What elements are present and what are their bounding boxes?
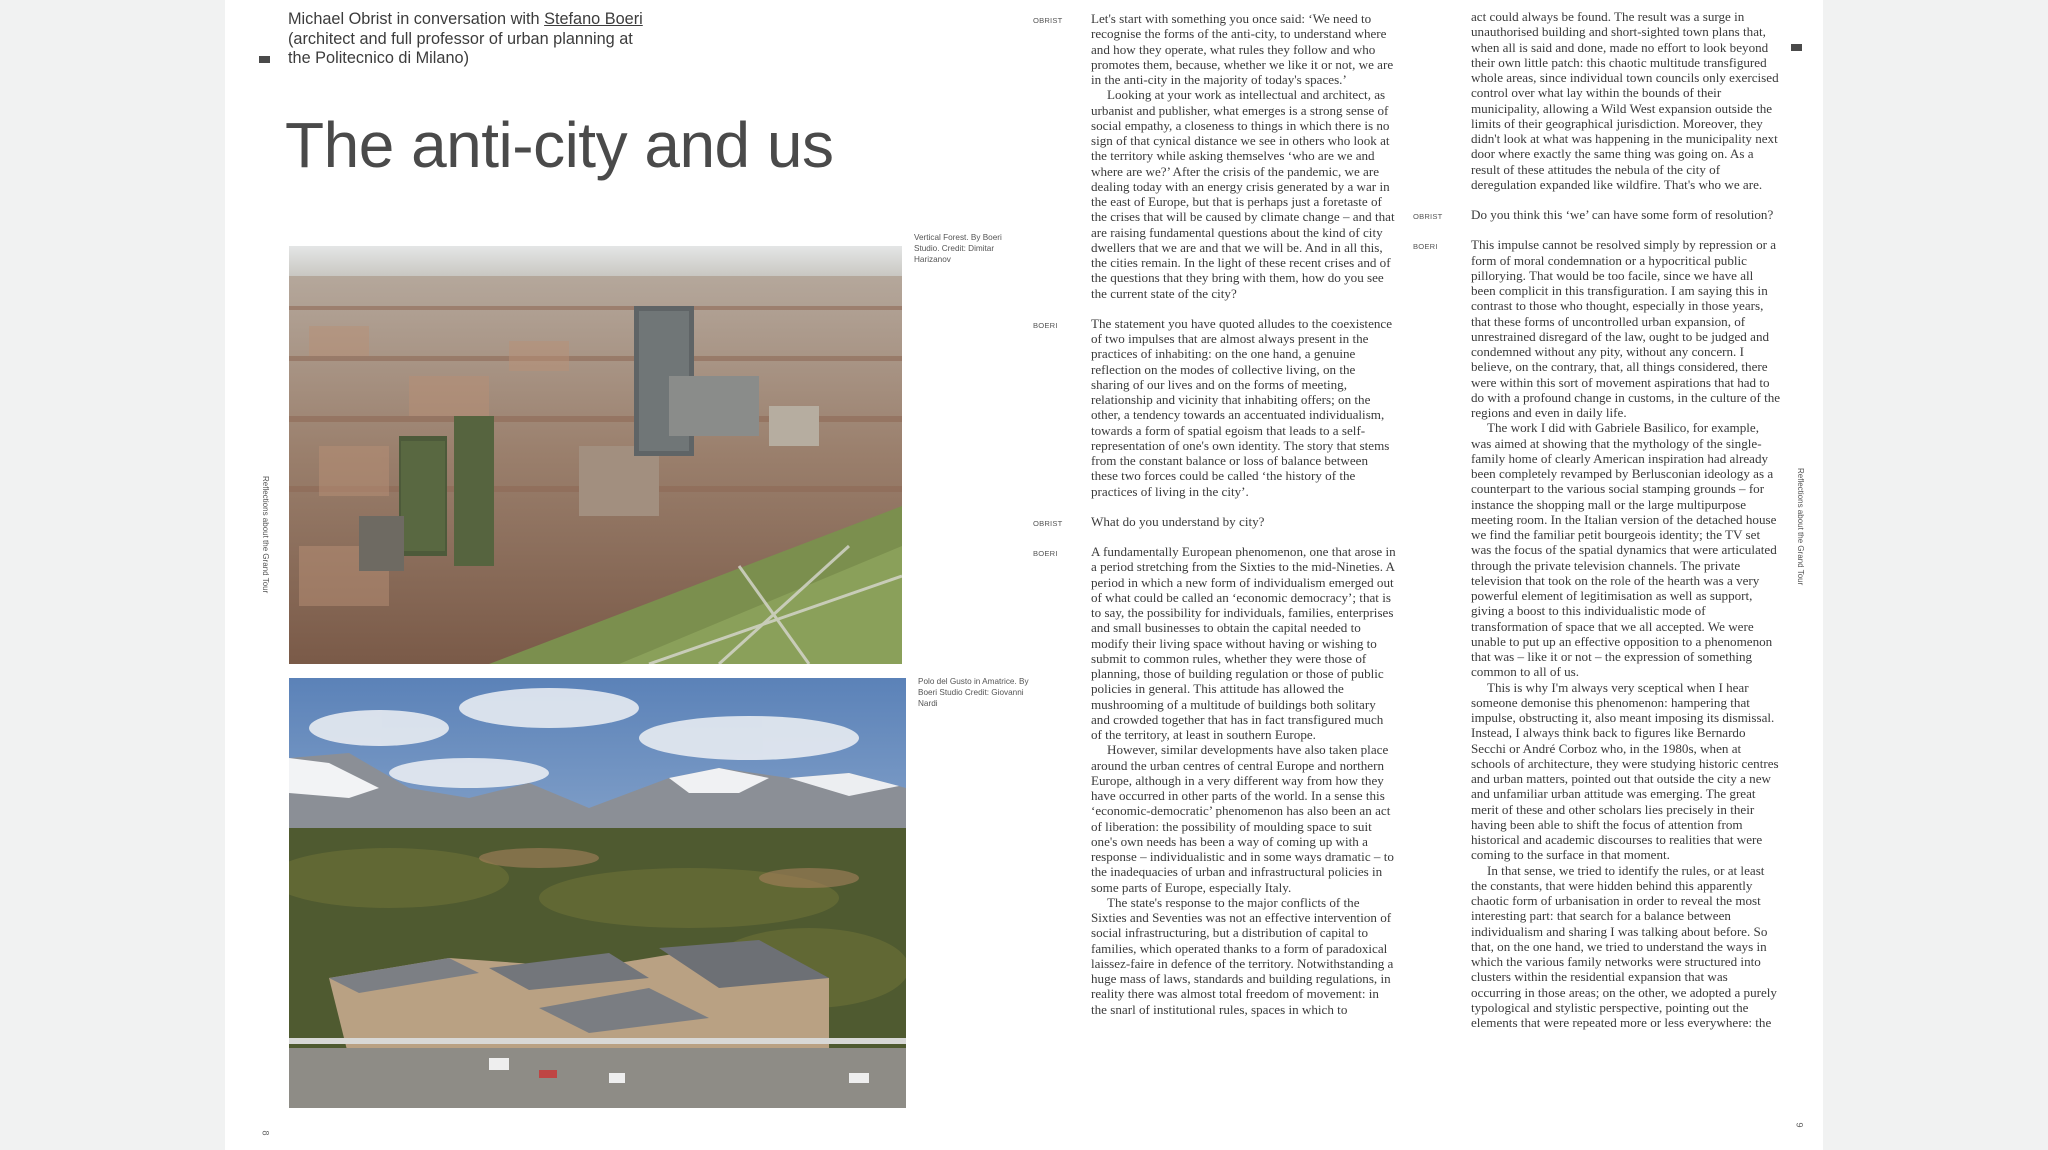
section-marker <box>259 56 270 63</box>
speaker-label: BOERI <box>1413 242 1438 252</box>
interview-block <box>1033 544 1396 1017</box>
interview-block <box>1033 513 1396 529</box>
speaker-label: BOERI <box>1033 549 1058 558</box>
text-column-2 <box>1413 9 1781 1030</box>
vertical-forest-photo <box>289 246 902 664</box>
text-column-1 <box>1033 11 1396 1017</box>
interview-block <box>1471 9 1781 192</box>
polo-del-gusto-photo <box>289 678 906 1108</box>
paragraph: However, similar developments have also taken place around the urban centres of central Europe and northern Europe, although in a very different way from how they have occurred in other parts of the world. In a sense this ‘economic-democratic’ phenomenon has also been an act of liberation: the possibility of moulding space to suit one's own needs has been a way of coming up with a response – individualistic and in some ways dramatic – to the inadequacies of urban and infrastructural policies in some parts of Europe, especially Italy. <box>1091 742 1394 895</box>
polo-del-gusto-image <box>289 678 906 1108</box>
byline-name: Stefano Boeri <box>544 10 643 28</box>
paragraph: Looking at your work as intellectual and architect, as urbanist and publisher, what emerges is a strong sense of social empathy, a closeness to things in which there is no sign of that cynical distance we see in others who look at the territory while asking themselves ‘who are we and where are we?’ After the crisis of the pandemic, we are dealing today with an energy crisis generated by a war in the east of Europe, but that is perhaps just a foretaste of the crises that will be caused by climate change – and that are raising fundamental questions about the kind of city dwellers that we are and that we will be. And in all this, the cities remain. In the light of these recent crises and of the questions that they bring with them, how do you see the current state of the city? <box>1091 87 1395 301</box>
byline-prefix: Michael Obrist in conversation with <box>288 10 545 28</box>
paragraph: A fundamentally European phenomenon, one that arose in a period stretching from the Sixties to the mid-Nineties. A period in which a new form of individualism emerged out of what could be called an ‘economic democracy’; that is to say, the possibility for individuals, families, enterprises and small businesses to obtain the capital needed to modify their living space without having or wishing to submit to common rules, whether they were those of planning, those of building regulation or those of public policies in general. This attitude has allowed the mushrooming of a multitude of buildings both solitary and crowded together that has in fact transfigured much of the territory, at least in southern Europe. <box>1091 544 1396 742</box>
block-spacer <box>1471 192 1781 207</box>
block-spacer <box>1091 529 1396 544</box>
byline-line3: the Politecnico di Milano) <box>288 49 469 68</box>
paragraph: In that sense, we tried to identify the rules, or at least the constants, that were hidden behind this apparently chaotic form of urbanisation in order to reveal the most interesting part: that search for a balance between individualism and sharing I was talking about before. So that, on the one hand, we tried to understand the ways in which the various family networks were structured into clusters within the residential expansion that was occurring in those areas; on the other, we adopted a purely typological and stylistic perspective, pointing out the elements that were repeated more or less everywhere: the <box>1471 862 1777 1030</box>
block-spacer <box>1471 222 1781 237</box>
speaker-label: OBRIST <box>1033 16 1063 25</box>
interview-block <box>1033 315 1396 499</box>
page-number: 9 <box>1794 1122 1805 1128</box>
speaker-label: OBRIST <box>1413 212 1443 221</box>
byline-line2: (architect and full professor of urban planning at <box>288 29 633 48</box>
byline <box>288 10 648 69</box>
running-head: Reflections about the Grand Tour <box>1796 468 1805 586</box>
paragraph: The work I did with Gabriele Basilico, for example, was aimed at showing that the mythology of the single-family home of clearly American inspiration had already been completely revamped by Berlusconian ideology as a counterpart to the various social stamping grounds – for instance the shopping mall or the large multipurpose meeting room. In the Italian version of the detached house we find the familiar petit bourgeois identity; the TV set was the focus of the spatial dynamics that were articulated through the private television channels. The private television that took on the role of the hearth was a very powerful element of legitimisation as well as support, giving a boost to this individualistic mode of transformation of space that we all accepted. We were unable to put up an effective opposition to a phenomenon that was – like it or not – the expression of something common to all of us. <box>1471 420 1777 680</box>
vertical-forest-image <box>289 246 902 664</box>
interview-block <box>1413 207 1781 222</box>
paragraph: Do you think this ‘we’ can have some form of resolution? <box>1471 207 1774 222</box>
photo-caption: Vertical Forest. By Boeri Studio. Credit: Dimitar Harizanov <box>914 233 1002 264</box>
block-spacer <box>1091 499 1396 514</box>
interview-block <box>1033 11 1396 301</box>
block-spacer <box>1091 301 1396 316</box>
paragraph: This impulse cannot be resolved simply by repression or a form of moral condemnation or a hypocritical public pillorying. That would be too facile, since we have all been complicit in this transfiguration. I am saying this in contrast to those who thought, especially in those years, that these forms of uncontrolled urban expansion, of unrestrained disregard of the law, ought to be judged and condemned without any pity, without any concern. I believe, on the contrary, that, all things considered, there were within this sort of movement aspirations that had to do with a profound change in customs, in the culture of the regions and even in daily life. <box>1471 237 1781 420</box>
article-title: The anti-city and us <box>285 109 834 181</box>
paragraph: The statement you have quoted alludes to the coexistence of two impulses that are almost always present in the practices of inhabiting: on the one hand, a genuine reflection on the modes of collective living, on the sharing of our lives and on the forms of meeting, relationship and vicinity that inhabiting offers; on the other, a tendency towards an accentuated individualism, towards a form of spatial egoism that leads to a self-representation of one's own identity. The story that stems from the constant balance or loss of balance between these two forces could be called ‘the history of the practices of living in the city’. <box>1091 315 1393 499</box>
paragraph: This is why I'm always very sceptical when I hear someone demonise this phenomenon: hampering that impulse, obstructing it, also meant imposing its dismissal. Instead, I always think back to figures like Bernardo Secchi or André Corboz who, in the 1980s, when at schools of architecture, they were studying historic centres and urban matters, pointed out that outside the city a new and unfamiliar urban attitude was emerging. The great merit of these and other scholars lies precisely in their having been able to shift the focus of attention from historical and academic discourses to realities that were coming to the surface in that moment. <box>1471 679 1779 863</box>
speaker-label: BOERI <box>1033 320 1058 330</box>
paragraph: What do you understand by city? <box>1091 513 1265 529</box>
paragraph: act could always be found. The result was a surge in unauthorised building and short-sighted town plans that, when all is said and done, made no effort to look beyond their own little patch: this chaotic multitude transfigured whole areas, since individual town councils only exercised control over what lay within the bounds of their municipality, allowing a Wild West expansion outside the limits of their geographical jurisdiction. Moreover, they didn't look at what was happening in the municipality next door where exactly the same thing was going on. As a result of these attitudes the nebula of the city of deregulation expanded like wildfire. That's who we are. <box>1471 9 1779 192</box>
photo-caption: Polo del Gusto in Amatrice. By Boeri Studio Credit: Giovanni Nardi <box>918 677 1029 708</box>
speaker-label: OBRIST <box>1033 518 1063 528</box>
section-marker <box>1791 44 1802 51</box>
page-number: 8 <box>260 1130 271 1136</box>
paragraph: The state's response to the major conflicts of the Sixties and Seventies was not an effective intervention of social infrastructuring, but a distribution of capital to families, which operated thanks to a form of paradoxical laissez-faire in defence of the territory. Notwithstanding a huge mass of laws, standards and building regulations, in reality there was almost total freedom of movement: in the snarl of institutional rules, spaces in which to <box>1091 894 1394 1017</box>
paragraph: Let's start with something you once said: ‘We need to recognise the forms of the anti-city, to understand where and how they operate, what rules they follow and who promotes them, because, whether we like it or not, we are in the anti-city in the majority of today's spaces.’ <box>1091 11 1394 87</box>
running-head: Reflections about the Grand Tour <box>261 476 270 594</box>
interview-block <box>1413 237 1781 1030</box>
